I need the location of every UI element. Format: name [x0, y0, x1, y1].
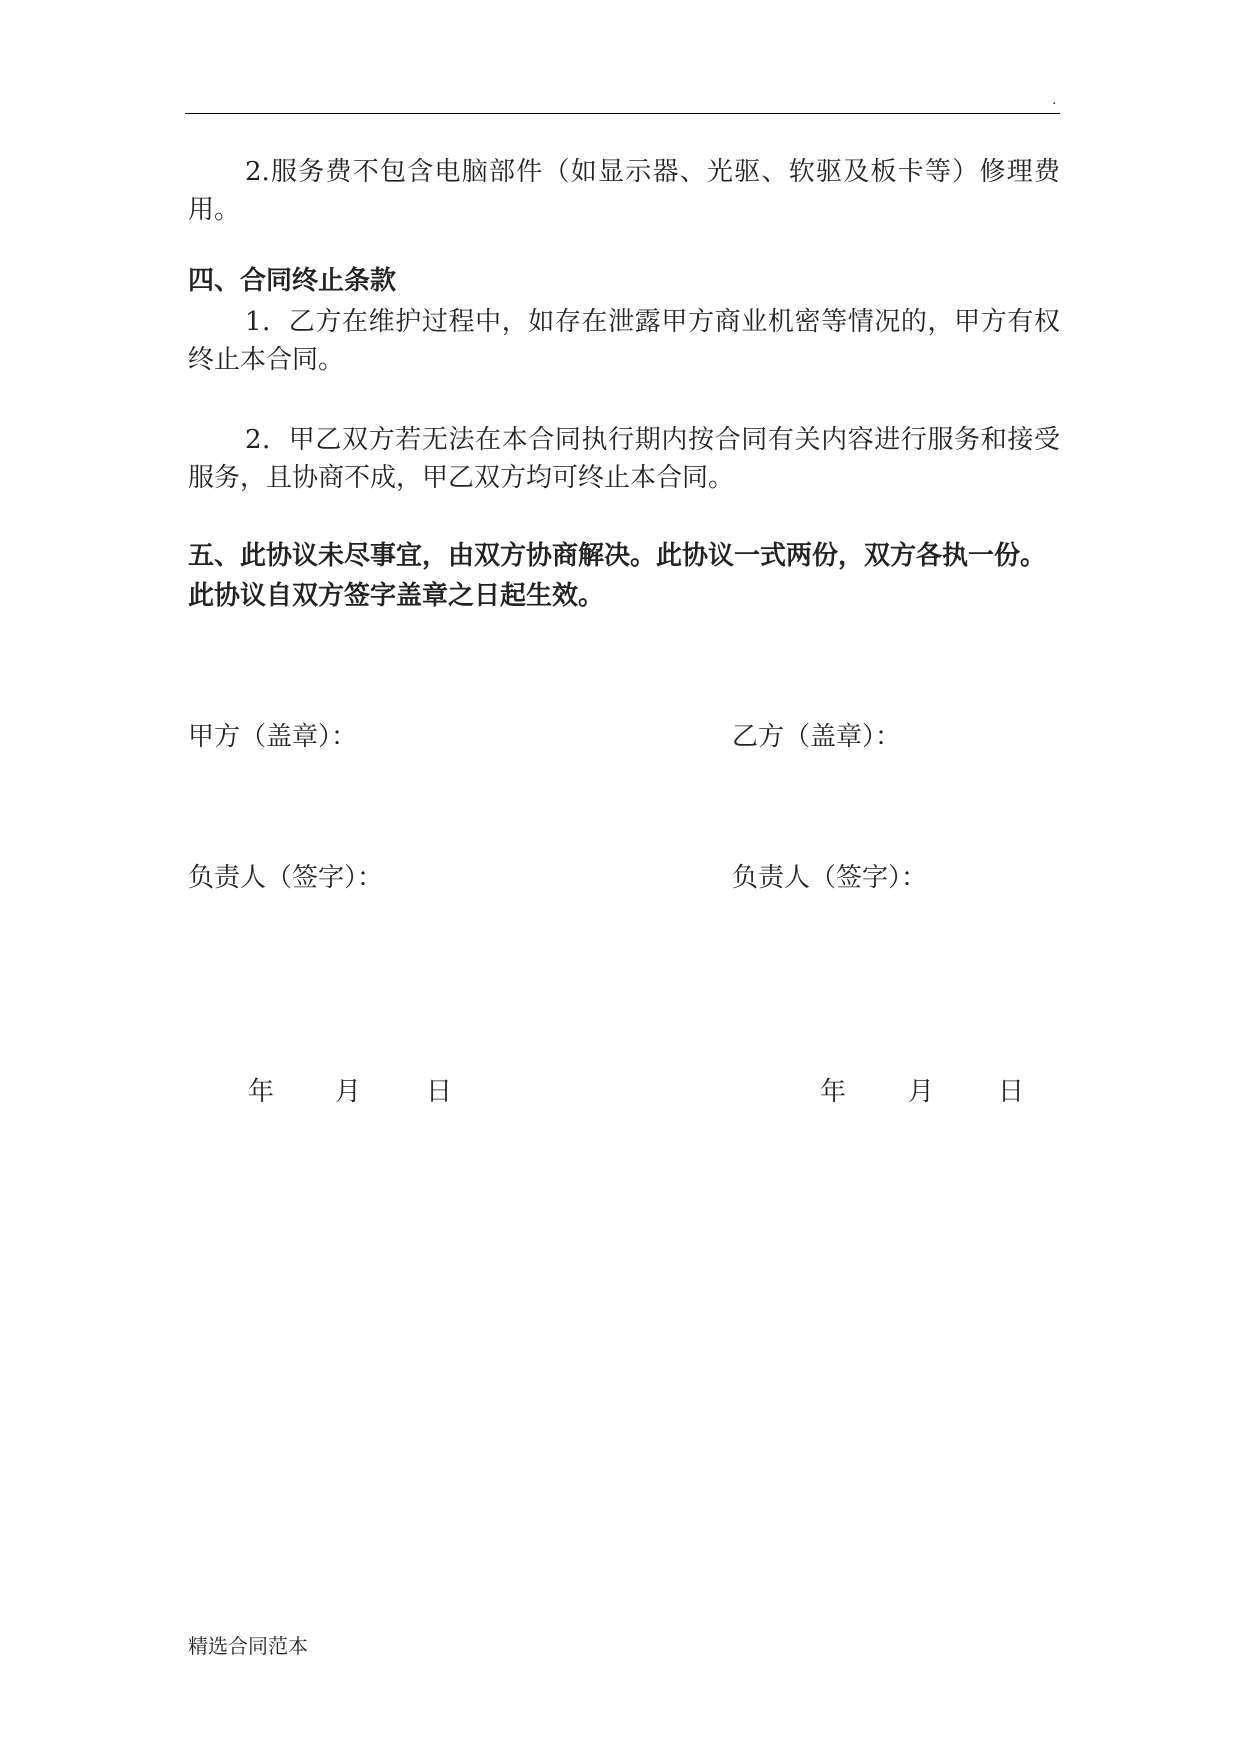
- header-dot: .: [1052, 92, 1057, 108]
- party-a-signer-label: 负责人（签字）：: [188, 863, 384, 893]
- party-b-date-month: 月: [908, 1077, 935, 1107]
- party-a-date-year: 年: [248, 1077, 275, 1107]
- section-4-item-2-text: 2．甲乙双方若无法在本合同执行期内按合同有关内容进行服务和接受服务，且协商不成，甲乙双方均可终止本合同。: [188, 425, 1060, 493]
- party-b-date-year: 年: [820, 1077, 847, 1107]
- clause-3-item-2: [188, 153, 1060, 229]
- section-5-text: 五、此协议未尽事宜，由双方协商解决。此协议一式两份，双方各执一份。此协议自双方签字盖章之日起生效。: [188, 541, 1047, 611]
- party-b-signer-label: 负责人（签字）：: [732, 863, 928, 893]
- section-4-item-1: [188, 303, 1060, 379]
- party-b-date-day: 日: [998, 1077, 1025, 1107]
- section-4-item-1-text: 1．乙方在维护过程中，如存在泄露甲方商业机密等情况的，甲方有权终止本合同。: [188, 307, 1060, 375]
- clause-3-item-2-text: 2.服务费不包含电脑部件（如显示器、光驱、软驱及板卡等）修理费用。: [188, 157, 1060, 225]
- party-a-date-month: 月: [335, 1077, 362, 1107]
- party-a-date-day: 日: [426, 1077, 453, 1107]
- header-rule: [185, 113, 1060, 114]
- section-4-heading: 四、合同终止条款: [188, 266, 397, 296]
- section-4-item-2: [188, 421, 1060, 497]
- footer-text: 精选合同范本: [188, 1634, 308, 1658]
- party-b-seal-label: 乙方（盖章）：: [732, 722, 902, 752]
- party-a-seal-label: 甲方（盖章）：: [188, 722, 358, 752]
